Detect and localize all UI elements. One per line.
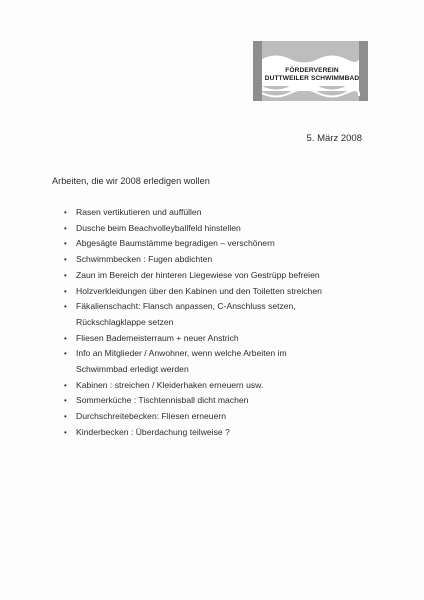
list-item (64, 299, 384, 330)
list-item-text: Schwimmbad erledigt werden (76, 364, 189, 375)
list-item-text: Kabinen : streichen / Kleiderhaken erneuern usw. (76, 379, 264, 390)
list-item (64, 346, 384, 377)
list-item (64, 252, 384, 268)
list-item (64, 425, 384, 441)
list-item (64, 409, 384, 425)
list-item (64, 284, 384, 300)
list-item (64, 236, 384, 252)
bullet-icon: • (64, 239, 67, 249)
intro-text: Arbeiten, die wir 2008 erledigen wollen (52, 176, 210, 186)
task-list (64, 205, 384, 441)
bullet-icon: • (64, 255, 67, 265)
bullet-icon: • (64, 349, 67, 359)
list-item-text: Rückschlagklappe setzen (76, 316, 174, 327)
bullet-icon: • (64, 412, 67, 422)
list-item (64, 393, 384, 409)
bullet-icon: • (64, 270, 67, 280)
list-item (64, 221, 384, 237)
list-item-text: Dusche beim Beachvolleyballfeld hinstellen (76, 222, 241, 233)
logo-line-1: FÖRDERVEREIN (285, 67, 339, 74)
bullet-icon: • (64, 333, 67, 343)
list-item (64, 268, 384, 284)
bullet-icon: • (64, 223, 67, 233)
bullet-icon: • (64, 208, 67, 217)
list-item-text: Rasen vertikutieren und auffüllen (76, 207, 202, 217)
bullet-icon: • (64, 302, 67, 312)
list-item-text: Schwimmbecken : Fugen abdichten (76, 254, 213, 265)
list-item (64, 331, 384, 347)
list-item-text: Zaun im Bereich der hinteren Liegewiese von Gestrüpp befreien (76, 269, 320, 280)
document-date: 5. März 2008 (306, 133, 362, 144)
logo-line-2: DUTTWEILER SCHWIMMBAD (264, 75, 360, 82)
list-item-text: Kinderbecken : Überdachung teilweise ? (76, 426, 230, 437)
bullet-icon: • (64, 286, 67, 296)
list-item (64, 378, 384, 394)
logo (253, 41, 368, 101)
list-item-text: Fliesen Bademeisterraum + neuer Anstrich (76, 332, 239, 343)
bullet-icon: • (64, 380, 67, 390)
list-item-text: Sommerküche : Tischtennisball dicht machen (76, 395, 249, 406)
list-item-text: Info an Mitglieder / Anwohner, wenn welche Arbeiten im (76, 348, 287, 359)
list-item-text: Holzverkleidungen über den Kabinen und den Toiletten streichen (76, 285, 322, 296)
list-item-text: Durchschreitebecken: Fliesen erneuern (76, 411, 226, 422)
list-item-text: Abgesägte Baumstämme begradigen – verschönern (76, 238, 275, 249)
list-item (64, 205, 384, 221)
bullet-icon: • (64, 427, 67, 437)
list-item-text: Fäkalienschacht: Flansch anpassen, C-Anschluss setzen, (76, 301, 296, 312)
bullet-icon: • (64, 396, 67, 406)
